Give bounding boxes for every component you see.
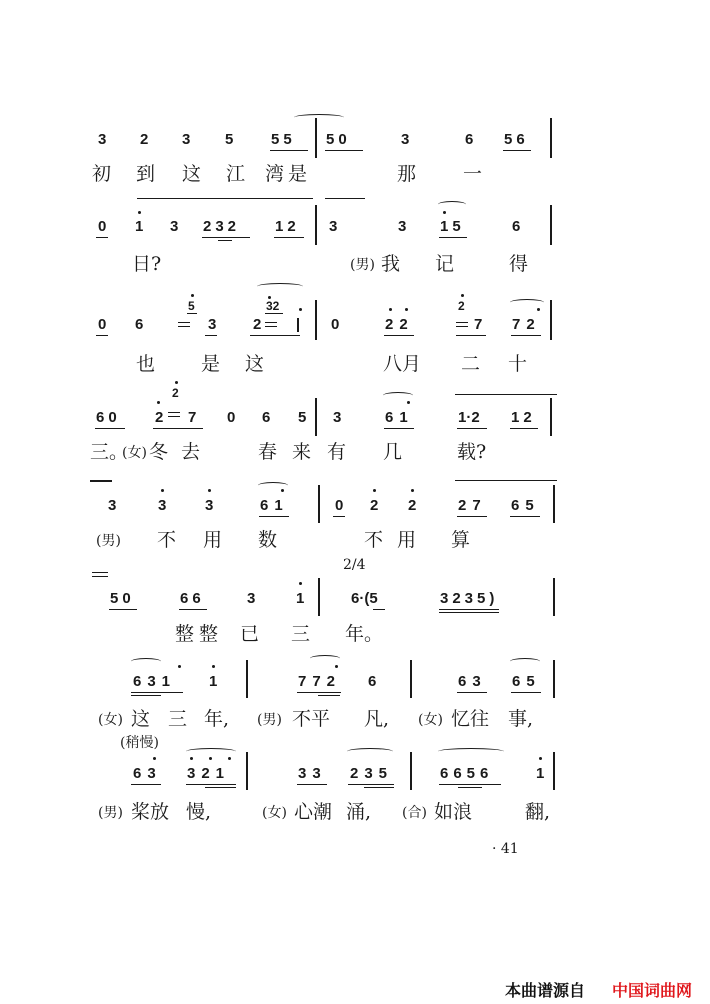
underline — [511, 692, 541, 693]
note: 60 — [96, 409, 121, 426]
note: 12 — [511, 409, 536, 426]
note: 55 — [271, 131, 296, 148]
underline — [96, 335, 108, 336]
octave-dot — [299, 582, 302, 585]
lyric: (女) — [122, 445, 147, 461]
lyric: 整 — [175, 623, 195, 645]
note: 3 — [158, 497, 167, 514]
grace-note: 32 — [266, 299, 280, 313]
note: 3 — [205, 497, 214, 514]
note: 65 — [511, 497, 540, 514]
octave-dot — [190, 757, 193, 760]
lyric: 春 — [258, 441, 278, 463]
barline — [410, 660, 412, 698]
note: 15 — [440, 218, 465, 235]
underline — [510, 516, 540, 517]
note: 1 — [209, 673, 218, 690]
note: 65 — [512, 673, 541, 690]
octave-dot — [537, 308, 540, 311]
lyric: 慢, — [186, 801, 212, 823]
octave-dot — [461, 294, 464, 297]
note: 772 — [298, 673, 342, 690]
underline — [439, 609, 499, 610]
underline — [179, 609, 207, 610]
lyric: 一 — [463, 163, 483, 185]
trill-line — [265, 326, 277, 327]
underline — [364, 787, 394, 788]
note: 0 — [98, 218, 107, 235]
tie-line — [325, 198, 365, 205]
note: 3 — [108, 497, 117, 514]
underline — [348, 784, 394, 785]
trill-line — [265, 322, 277, 323]
lyric: 载? — [457, 441, 487, 463]
watermark-source-text: 本曲谱源自 — [505, 981, 586, 1000]
trill-line — [168, 416, 180, 417]
octave-dot — [212, 665, 215, 668]
note: 235 — [350, 765, 394, 782]
octave-dot — [157, 401, 160, 404]
lyric: 有 — [327, 441, 347, 463]
underline — [205, 335, 217, 336]
octave-dot — [175, 381, 178, 384]
tie-line — [455, 480, 557, 487]
underline — [297, 692, 341, 693]
tie-line — [137, 198, 313, 205]
note: 3 — [98, 131, 107, 148]
underline — [457, 516, 487, 517]
lyric: (男) — [96, 533, 121, 549]
lyric: (女) — [418, 712, 443, 728]
underline — [384, 428, 414, 429]
lyric: 八月 — [383, 353, 422, 375]
lyric: 不 — [157, 529, 177, 551]
barline — [410, 752, 412, 790]
octave-dot — [281, 489, 284, 492]
octave-dot — [405, 308, 408, 311]
slur — [347, 748, 393, 755]
lyric: 那 — [397, 163, 417, 185]
lyric: 冬 — [149, 441, 169, 463]
underline — [457, 692, 487, 693]
octave-dot — [191, 294, 194, 297]
lyric: 算 — [451, 529, 471, 551]
underline — [187, 313, 197, 314]
lyric: 三 — [291, 623, 311, 645]
note: 6 — [368, 673, 377, 690]
underline — [503, 150, 531, 151]
slur — [294, 114, 344, 121]
lyric: 桨放 — [131, 801, 170, 823]
note: 232 — [203, 218, 241, 235]
octave-dot — [407, 401, 410, 404]
note: 3 — [247, 590, 256, 607]
note: 12 — [275, 218, 300, 235]
octave-dot — [373, 489, 376, 492]
note: 6 — [512, 218, 521, 235]
underline — [218, 240, 232, 241]
lyric: 心潮 — [294, 801, 333, 823]
note: 6 — [135, 316, 144, 333]
underline — [202, 237, 250, 238]
tie-line — [90, 480, 112, 488]
underline — [458, 787, 482, 788]
lyric: (男) — [350, 257, 375, 273]
note: 1·2 — [458, 409, 480, 426]
lyric: 是 — [288, 163, 308, 185]
lyric: 用 — [397, 529, 417, 551]
trill-line — [178, 322, 190, 323]
lyric: (男) — [257, 712, 282, 728]
lyric: 如浪 — [434, 801, 473, 823]
lyric: 到 — [136, 163, 156, 185]
note: 2 — [253, 316, 262, 333]
underline — [265, 313, 283, 314]
note: 7 — [188, 409, 197, 426]
trill-line — [168, 412, 180, 413]
slur — [438, 201, 466, 208]
note: 27 — [458, 497, 487, 514]
underline — [131, 692, 183, 693]
note: 50 — [110, 590, 135, 607]
note: 2 — [155, 409, 164, 426]
lyric: 整 — [199, 623, 219, 645]
note: 0 — [227, 409, 236, 426]
octave-dot — [443, 211, 446, 214]
underline — [456, 335, 486, 336]
lyric: (女) — [262, 805, 287, 821]
octave-dot — [153, 757, 156, 760]
grace-note: 2 — [172, 386, 179, 400]
lyric: 十 — [508, 353, 528, 375]
trill-line — [456, 326, 468, 327]
barline — [315, 300, 317, 340]
lyric: (男) — [98, 805, 123, 821]
note: 321 — [187, 765, 231, 782]
barline — [315, 205, 317, 245]
barline — [550, 205, 552, 245]
lyric: 这 — [182, 163, 202, 185]
lyric: 三 — [168, 708, 188, 730]
slur — [131, 658, 161, 665]
barline — [553, 752, 555, 790]
lyric: 凡, — [364, 708, 390, 730]
slur — [438, 748, 504, 755]
note: 3235) — [440, 590, 499, 607]
barline — [550, 300, 552, 340]
underline — [186, 784, 236, 785]
note: 63 — [133, 765, 162, 782]
note: 3 — [329, 218, 338, 235]
octave-dot — [539, 757, 542, 760]
barline — [318, 485, 320, 523]
underline — [250, 335, 300, 336]
lyric: 已 — [240, 623, 260, 645]
slur — [186, 748, 236, 755]
note: 6·(5 — [351, 590, 378, 607]
trill-line — [456, 322, 468, 323]
note: 3 — [182, 131, 191, 148]
underline — [439, 237, 467, 238]
underline — [325, 150, 363, 151]
octave-dot — [208, 489, 211, 492]
lyric: 我 — [381, 253, 401, 275]
lyric: 得 — [509, 253, 529, 275]
underline — [318, 695, 340, 696]
barline — [315, 398, 317, 436]
underline — [384, 335, 414, 336]
note: 0 — [335, 497, 344, 514]
slur — [257, 283, 303, 290]
note: 61 — [385, 409, 414, 426]
lyric: 涌, — [346, 801, 372, 823]
slur — [510, 658, 540, 665]
lyric: 初 — [92, 163, 112, 185]
lyric: 忆往 — [451, 708, 490, 730]
barline — [553, 660, 555, 698]
barline — [315, 118, 317, 158]
note: 1 — [135, 218, 144, 235]
note: 3 — [208, 316, 217, 333]
lyric: (女) — [98, 712, 123, 728]
lyric: 湾 — [265, 163, 285, 185]
trill-line — [178, 326, 190, 327]
note: 2 — [408, 497, 417, 514]
note: 1 — [296, 590, 305, 607]
underline — [205, 787, 236, 788]
note: 63 — [458, 673, 487, 690]
lyric: (合) — [402, 805, 427, 821]
note: 61 — [260, 497, 289, 514]
time-signature: 2/4 — [343, 557, 366, 573]
lyric: 江 — [226, 163, 246, 185]
note: 3 — [333, 409, 342, 426]
barline — [246, 752, 248, 790]
slur — [383, 392, 413, 399]
note: 5 — [225, 131, 234, 148]
underline — [511, 335, 541, 336]
barline — [318, 578, 320, 616]
underline — [153, 428, 203, 429]
note: 7 — [474, 316, 483, 333]
note: 72 — [512, 316, 541, 333]
octave-dot — [389, 308, 392, 311]
note: 0 — [331, 316, 340, 333]
lyric: 这 — [131, 708, 151, 730]
note: 22 — [385, 316, 414, 333]
lyric: 记 — [435, 253, 455, 275]
lyric: 翻, — [525, 801, 551, 823]
barline — [550, 398, 552, 436]
octave-dot — [178, 665, 181, 668]
barline — [550, 118, 552, 158]
underline — [96, 237, 108, 238]
octave-dot — [299, 308, 302, 311]
lyric: 也 — [136, 353, 156, 375]
octave-dot — [161, 489, 164, 492]
octave-dot — [209, 757, 212, 760]
lyric: 日? — [132, 253, 162, 275]
barline — [246, 660, 248, 698]
barline — [553, 578, 555, 616]
octave-dot — [411, 489, 414, 492]
note: 66 — [180, 590, 205, 607]
note: 3 — [398, 218, 407, 235]
lyric: 年。 — [345, 623, 384, 645]
note: 2 — [140, 131, 149, 148]
note: 33 — [298, 765, 327, 782]
grace-note: 2 — [458, 299, 465, 313]
lyric: 这 — [245, 353, 265, 375]
tie-line — [92, 576, 108, 581]
lyric: 事, — [508, 708, 534, 730]
underline — [457, 428, 487, 429]
note: 56 — [504, 131, 529, 148]
underline — [510, 428, 538, 429]
page-number: · 41 — [492, 841, 519, 857]
note: 5 — [298, 409, 307, 426]
underline — [439, 612, 499, 613]
note: 6656 — [440, 765, 494, 782]
underline — [259, 516, 289, 517]
note: 1 — [536, 765, 545, 782]
lyric: 几 — [383, 441, 403, 463]
underline — [439, 784, 501, 785]
underline — [131, 784, 161, 785]
underline — [297, 784, 327, 785]
underline — [95, 428, 125, 429]
slur — [258, 482, 288, 489]
note: 2 — [370, 497, 379, 514]
grace-note: 5 — [188, 299, 195, 313]
note: 0 — [98, 316, 107, 333]
lyric: 去 — [181, 441, 201, 463]
octave-dot — [335, 665, 338, 668]
underline — [333, 516, 345, 517]
note-one-stroke — [297, 318, 299, 332]
lyric: 三。 — [90, 441, 129, 463]
underline — [373, 609, 385, 610]
watermark-site-name: 中国词曲网 — [612, 981, 693, 1000]
lyric: 不平 — [292, 708, 331, 730]
note: 50 — [326, 131, 351, 148]
underline — [131, 695, 161, 696]
slur — [510, 299, 544, 306]
lyric: 数 — [258, 529, 278, 551]
octave-dot — [138, 211, 141, 214]
slur — [310, 655, 340, 662]
note: 6 — [262, 409, 271, 426]
lyric: 不 — [364, 529, 384, 551]
note: 6 — [465, 131, 474, 148]
octave-dot — [228, 757, 231, 760]
underline — [270, 150, 308, 151]
tie-line — [455, 394, 557, 401]
lyric: 是 — [201, 353, 221, 375]
barline — [553, 485, 555, 523]
lyric: 用 — [203, 529, 223, 551]
note: 3 — [170, 218, 179, 235]
note: 631 — [133, 673, 177, 690]
underline — [109, 609, 137, 610]
lyric: 年, — [204, 708, 230, 730]
tempo-marking: (稍慢) — [120, 735, 159, 751]
note: 3 — [401, 131, 410, 148]
lyric: 来 — [292, 441, 312, 463]
underline — [274, 237, 304, 238]
lyric: 二 — [461, 353, 481, 375]
